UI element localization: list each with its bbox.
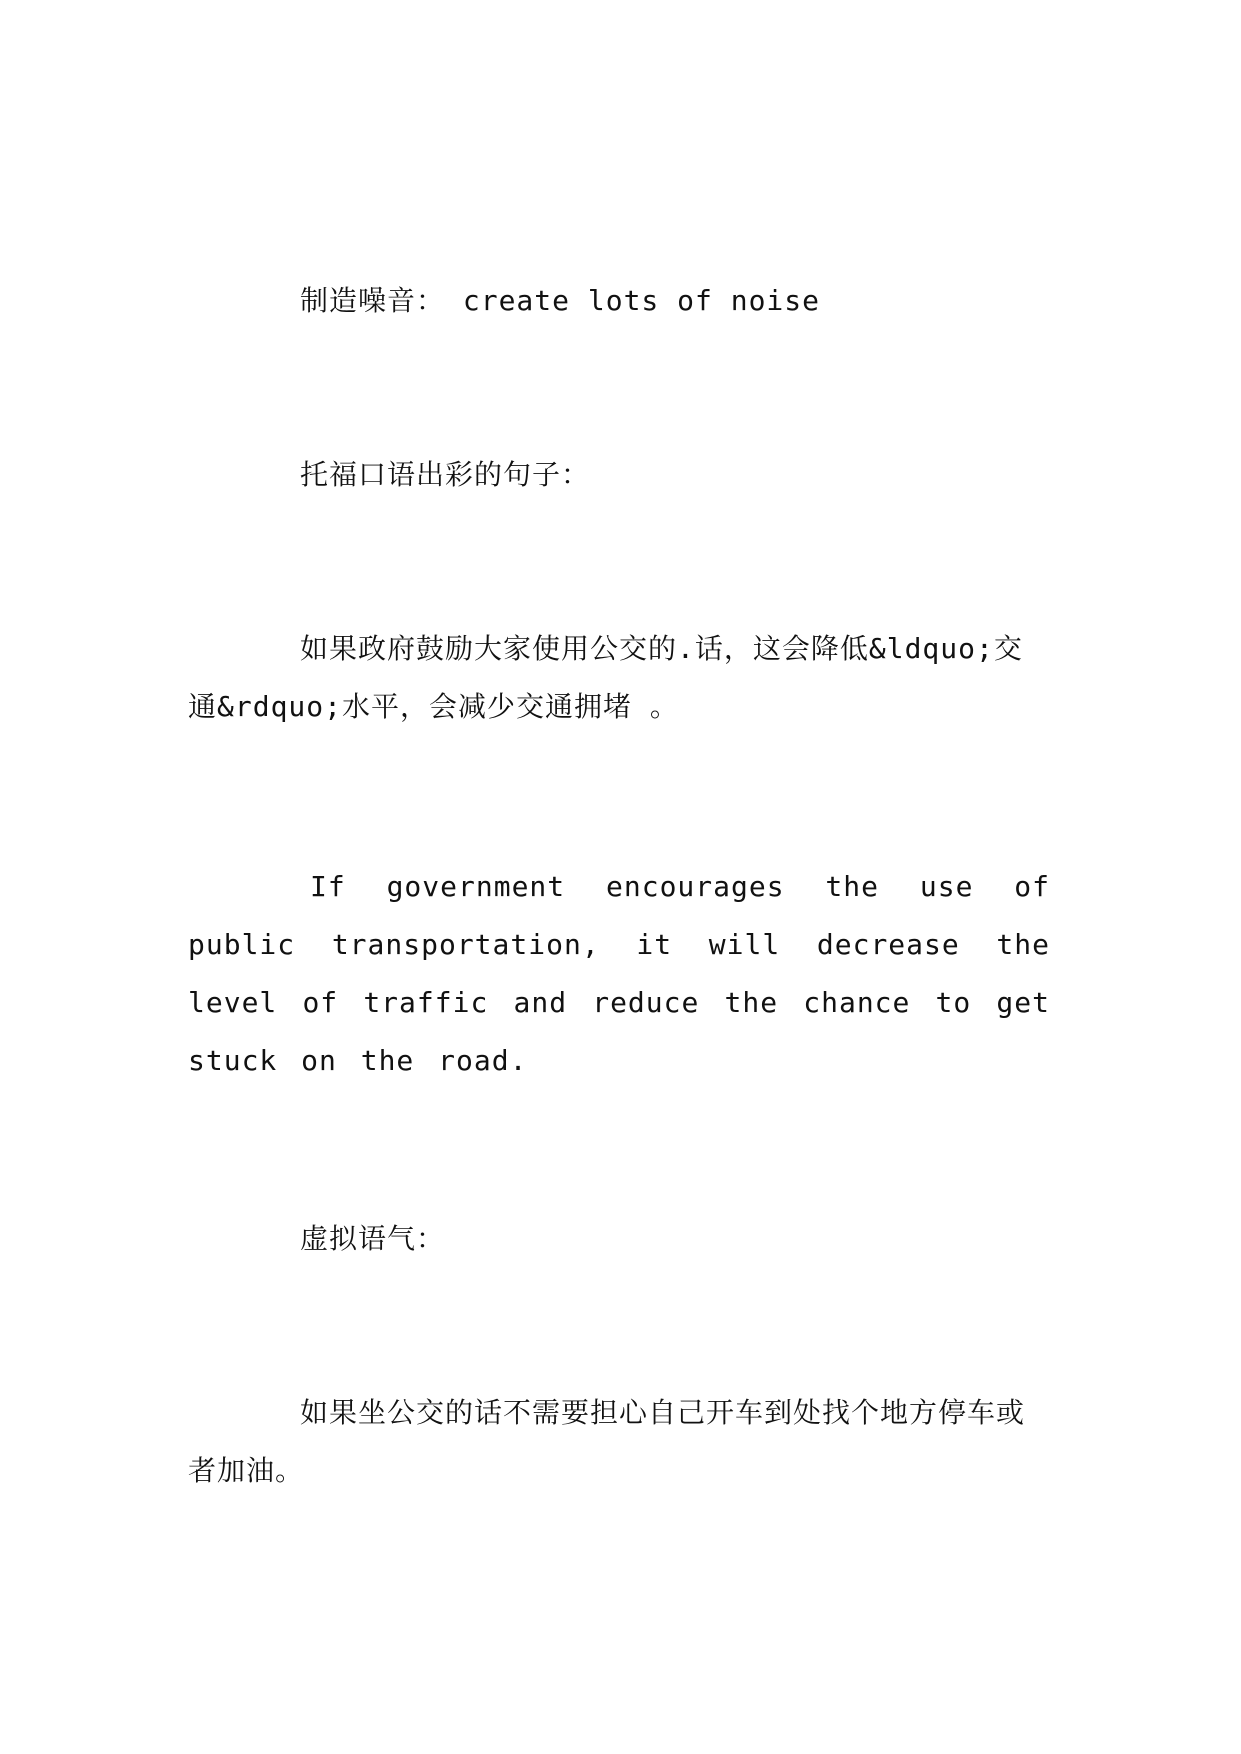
paragraph-heading-sentences: 托福口语出彩的句子： [300,458,591,491]
paragraph-heading-subjunctive: 虚拟语气： [300,1222,446,1255]
paragraph-chinese-public-transport: 如果政府鼓励大家使用公交的.话，这会降低&ldquo;交通&rdquo;水平，会减少交通拥堵 。 [188,632,1023,723]
paragraph-english-public-transport: If government encourages the use of public transportation, it will decrease the level of traffic and reduce the chance to get stuck on the road. [188,870,1050,1077]
paragraph-chinese-parking: 如果坐公交的话不需要担心自己开车到处找个地方停车或者加油。 [188,1396,1026,1487]
paragraph-noise-phrase: 制造噪音： create lots of noise [300,284,821,317]
